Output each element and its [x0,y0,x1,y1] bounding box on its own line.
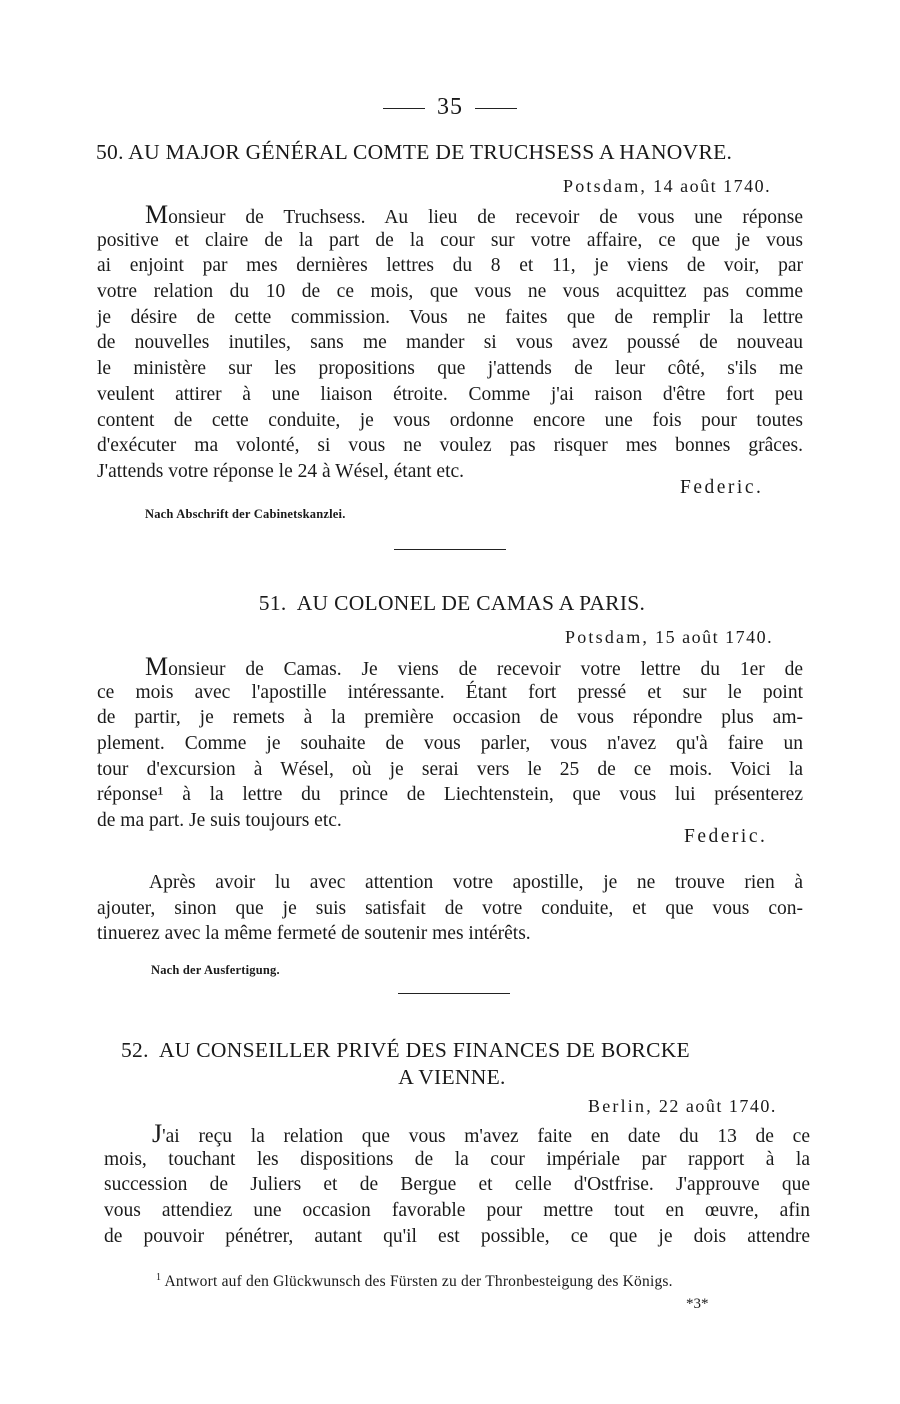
section-divider [394,549,506,550]
letter-line: J'attends votre réponse le 24 à Wésel, étant etc. [97,460,465,482]
letter-number: 51. [258,591,287,615]
letter-line: succession de Juliers et de Bergue et celle d'Ostfrise. J'approuve que [104,1174,810,1196]
letter-line: votre relation du 10 de ce mois, que vous ne vous acquittez pas comme [97,281,803,303]
footnote: $^1$ Antwort auf den Glückwunsch des Fürsten zu der Thronbesteigung des Königs. [156,1272,673,1291]
letter-line: d'exécuter ma volonté, si vous ne voulez pas risquer mes bonnes grâces. [97,435,803,457]
letter-line: tour d'excursion à Wésel, où je serai vers le 25 de ce mois. Voici la [97,758,803,780]
letter-heading-text: AU MAJOR GÉNÉRAL COMTE DE TRUCHSESS A HANOVRE. [128,140,733,164]
letter-heading-text: AU COLONEL DE CAMAS A PARIS. [296,591,646,615]
letter-line: vous attendiez une occasion favorable pour mettre tout en œuvre, afin [104,1200,810,1222]
letter-line: le ministère sur les propositions que j'attends de leur côté, s'ils me [97,358,803,380]
letter-52-heading-line2: A VIENNE. [398,1065,506,1089]
letter-line: Monsieur de Camas. Je viens de recevoir votre lettre du 1er de [145,652,803,681]
letter-line: de nouvelles inutiles, sans me mander si vous avez poussé de nouveau [97,332,803,354]
postscript-line: Après avoir lu avec attention votre apostille, je ne trouve rien à [149,872,803,893]
letter-line: mois, touchant les dispositions de la cour impériale par rapport à la [104,1148,810,1170]
letter-line: ce mois avec l'apostille intéressante. Étant fort pressé et sur le point [97,681,803,703]
letter-line: J'ai reçu la relation que vous m'avez faite en date du 13 de ce [152,1119,810,1148]
letter-line: je désire de cette commission. Vous ne faites que de remplir la lettre [97,306,803,328]
letter-line: de ma part. Je suis toujours etc. [97,810,342,832]
letter-52-body [104,1121,810,1249]
letter-line: Monsieur de Truchsess. Au lieu de recevoir de vous une réponse [145,200,803,229]
letter-line: veulent attirer à une liaison étroite. Comme j'ai raison d'être fort peu [97,383,803,405]
letter-50-source: Nach Abschrift der Cabinetskanzlei. [145,507,346,521]
letter-51-body [97,654,803,834]
letter-51-postscript [97,870,803,947]
letter-line: plement. Comme je souhaite de vous parler, vous n'avez qu'à faire un [97,733,803,755]
letter-number: 52. [121,1038,149,1062]
page-number-dash-right [475,108,517,109]
page-number: 35 [0,94,900,121]
letter-line: réponse¹ à la lettre du prince de Liechtenstein, que vous lui présenterez [97,784,803,806]
letter-52-dateline: Berlin, 22 août 1740. [588,1096,777,1116]
letter-line: content de cette conduite, je vous ordonne encore une fois pour toutes [97,409,803,431]
letter-50-body [97,202,803,485]
postscript-line: ajouter, sinon que je suis satisfait de votre conduite, et que vous con- [97,897,803,919]
letter-heading-text: AU CONSEILLER PRIVÉ DES FINANCES DE BORCKE [158,1038,690,1062]
letter-51-signature: Federic. [684,826,768,847]
letter-51-dateline: Potsdam, 15 août 1740. [565,627,774,647]
sheet-signature: *3* [686,1296,709,1312]
letter-line: positive et claire de la part de la cour sur votre affaire, ce que je vous [97,229,803,251]
letter-line: de partir, je remets à la première occasion de vous répondre plus am- [97,707,803,729]
section-divider [398,993,510,994]
letter-51-heading [96,591,808,616]
letter-number: 50. [96,140,124,164]
letter-line: de pouvoir pénétrer, autant qu'il est possible, ce que je dois attendre [104,1225,810,1247]
postscript-line: tinuerez avec la même fermeté de soutenir mes intérêts. [97,923,531,945]
letter-50-signature: Federic. [680,477,764,498]
page-number-dash-left [383,108,425,109]
letter-52-heading [121,1038,801,1063]
letter-51-source: Nach der Ausfertigung. [151,963,280,977]
letter-line: ai enjoint par mes dernières lettres du 8 et 11, je viens de voir, par [97,255,803,277]
letter-50-dateline: Potsdam, 14 août 1740. [563,176,772,196]
letter-50-heading [96,140,808,165]
